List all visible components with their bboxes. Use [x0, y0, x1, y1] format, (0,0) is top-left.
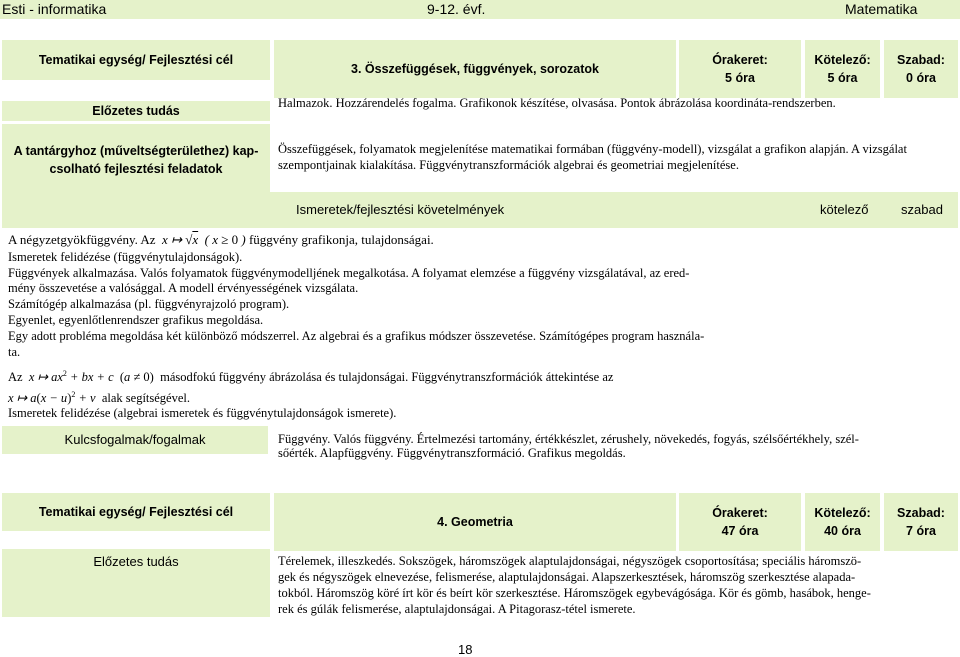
requirement-line-9 — [8, 366, 613, 385]
line9-text-a: Az — [8, 370, 23, 385]
prior-2-line-2: gek és négyszögek elnevezése, felismerése, alaptulajdonságai. Alapszerkesztések, háromszög szerkesztése alapada- — [278, 570, 856, 584]
key-concepts-line-2: sőérték. Alapfüggvény. Függvénytranszformáció. Grafikus megoldás. — [278, 446, 626, 460]
line9-text-b: másodfokú függvény ábrázolása és tulajdonságai. Függvénytranszformációk áttekintése az — [160, 370, 614, 385]
free-label-2: Szabad: — [897, 506, 945, 520]
prior-label: Előzetes tudás — [92, 104, 180, 118]
requirements-label: Ismeretek/fejlesztési követelmények — [296, 202, 505, 217]
hours-label-2: Órakeret: — [712, 506, 768, 520]
requirement-line-3: Függvények alkalmazása. Valós folyamatok függvénymodelljének megalkotása. A folyamat elemzése a függvény vizsgálatával, az ered- — [8, 266, 690, 280]
requirements-free: szabad — [901, 202, 943, 217]
mandatory-value-2: 40 óra — [824, 524, 861, 538]
requirement-line-6: Egyenlet, egyenlőtlenrendszer grafikus megoldása. — [8, 313, 264, 327]
line10-text-b: alak segítségével. — [101, 391, 191, 406]
prior-text: Halmazok. Hozzárendelés fogalma. Grafikonok készítése, olvasása. Pontok ábrázolása koordináta-rendszerben. — [278, 96, 836, 110]
related-label-box — [2, 124, 270, 201]
header-right: Matematika — [845, 1, 918, 17]
page-number: 18 — [458, 642, 473, 657]
section-title-2: 4. Geometria — [437, 515, 513, 529]
requirement-line-1 — [8, 232, 434, 247]
mandatory-label: Kötelező: — [814, 53, 871, 67]
header-center: 9-12. évf. — [427, 1, 486, 17]
vertex-formula: x ↦ $a(x - u)^2 + v$ — [8, 390, 99, 406]
hours-box — [679, 40, 801, 98]
requirement-line-11: Ismeretek felidézése (algebrai ismeretek és függvénytulajdonságok ismerete). — [8, 406, 397, 420]
requirement-line-8: ta. — [8, 345, 21, 359]
free-value-2: 7 óra — [906, 524, 936, 538]
requirements-header — [2, 192, 958, 228]
theme-label-box — [2, 40, 270, 80]
section-title-box-2 — [274, 493, 676, 551]
prior-2-line-1: Térelemek, illeszkedés. Sokszögek, háromszögek alaptulajdonságai, négyszögek csoportosítása; speciális háromszö- — [278, 554, 862, 568]
key-concepts-line-1: Függvény. Valós függvény. Értelmezési tartomány, értékkészlet, zérushely, növekedés, fogyás, szélsőértékhely, szél- — [278, 432, 859, 446]
hours-value: 5 óra — [725, 71, 755, 85]
prior-label-2: Előzetes tudás — [93, 554, 179, 569]
sqrt-formula: x ↦ √x ( x ≥ 0 ) — [158, 232, 246, 247]
requirement-line-5: Számítógép alkalmazása (pl. függvényrajzoló program). — [8, 297, 290, 311]
hours-box-2 — [679, 493, 801, 551]
page-header — [0, 0, 960, 19]
section-title-box — [274, 40, 676, 98]
mandatory-box — [805, 40, 880, 98]
header-left: Esti - informatika — [2, 1, 107, 17]
line1-text-b: függvény grafikonja, tulajdonságai. — [248, 232, 434, 247]
related-label-line-2: csolható fejlesztési feladatok — [49, 162, 223, 176]
hours-value-2: 47 óra — [721, 524, 759, 538]
prior-2-line-4: rek és gúlák felismerése, alaptulajdonságai. A Pitagorasz-tétel ismerete. — [278, 602, 636, 616]
free-box-2 — [884, 493, 958, 551]
free-box — [884, 40, 958, 98]
line1-text-a: A négyzetgyökfüggvény. Az — [8, 232, 156, 247]
prior-label-box — [2, 101, 270, 121]
requirement-line-10 — [8, 387, 190, 406]
theme-label-2: Tematikai egység/ Fejlesztési cél — [38, 505, 234, 519]
quadratic-formula: x ↦ $ax^2$ + bx + c (a ≠ 0) — [25, 369, 154, 385]
free-value: 0 óra — [906, 71, 936, 85]
mandatory-value: 5 óra — [827, 71, 858, 85]
key-concepts-label: Kulcsfogalmak/fogalmak — [64, 432, 206, 447]
requirement-line-4: mény összevetése a valósággal. A modell érvényességének vizsgálata. — [8, 281, 359, 295]
mandatory-label-2: Kötelező: — [814, 506, 871, 520]
theme-label: Tematikai egység/ Fejlesztési cél — [38, 53, 234, 67]
free-label: Szabad: — [897, 53, 945, 67]
section-title: 3. Összefüggések, függvények, sorozatok — [351, 62, 599, 76]
requirements-mandatory: kötelező — [820, 202, 869, 217]
requirement-line-2: Ismeretek felidézése (függvénytulajdonságok). — [8, 250, 243, 264]
prior-label-box-2 — [2, 549, 270, 617]
requirement-line-7: Egy adott probléma megoldása két különböző módszerrel. Az algebrai és a grafikus módszer összevetése. Számítógépes program használa- — [8, 329, 705, 343]
key-concepts-label-box — [2, 426, 268, 454]
theme-label-box-2 — [2, 493, 270, 531]
prior-2-line-3: tokból. Háromszög köré írt kör és beírt kör szerkesztése. Háromszögek egybevágósága. Kör és gömb, hasábok, henge- — [278, 586, 871, 600]
related-text: Összefüggések, folyamatok megjelenítése matematikai formában (függvény-modell), vizsgálat a grafikon alapján. A vizsgálat szempontjainak kialakítása. Függvénytranszformációk algebrai és geometriai megjelenítése. — [278, 142, 907, 172]
hours-label: Órakeret: — [712, 53, 768, 67]
mandatory-box-2 — [805, 493, 880, 551]
related-label-line-1: A tantárgyhoz (műveltségterülethez) kap- — [13, 144, 259, 158]
